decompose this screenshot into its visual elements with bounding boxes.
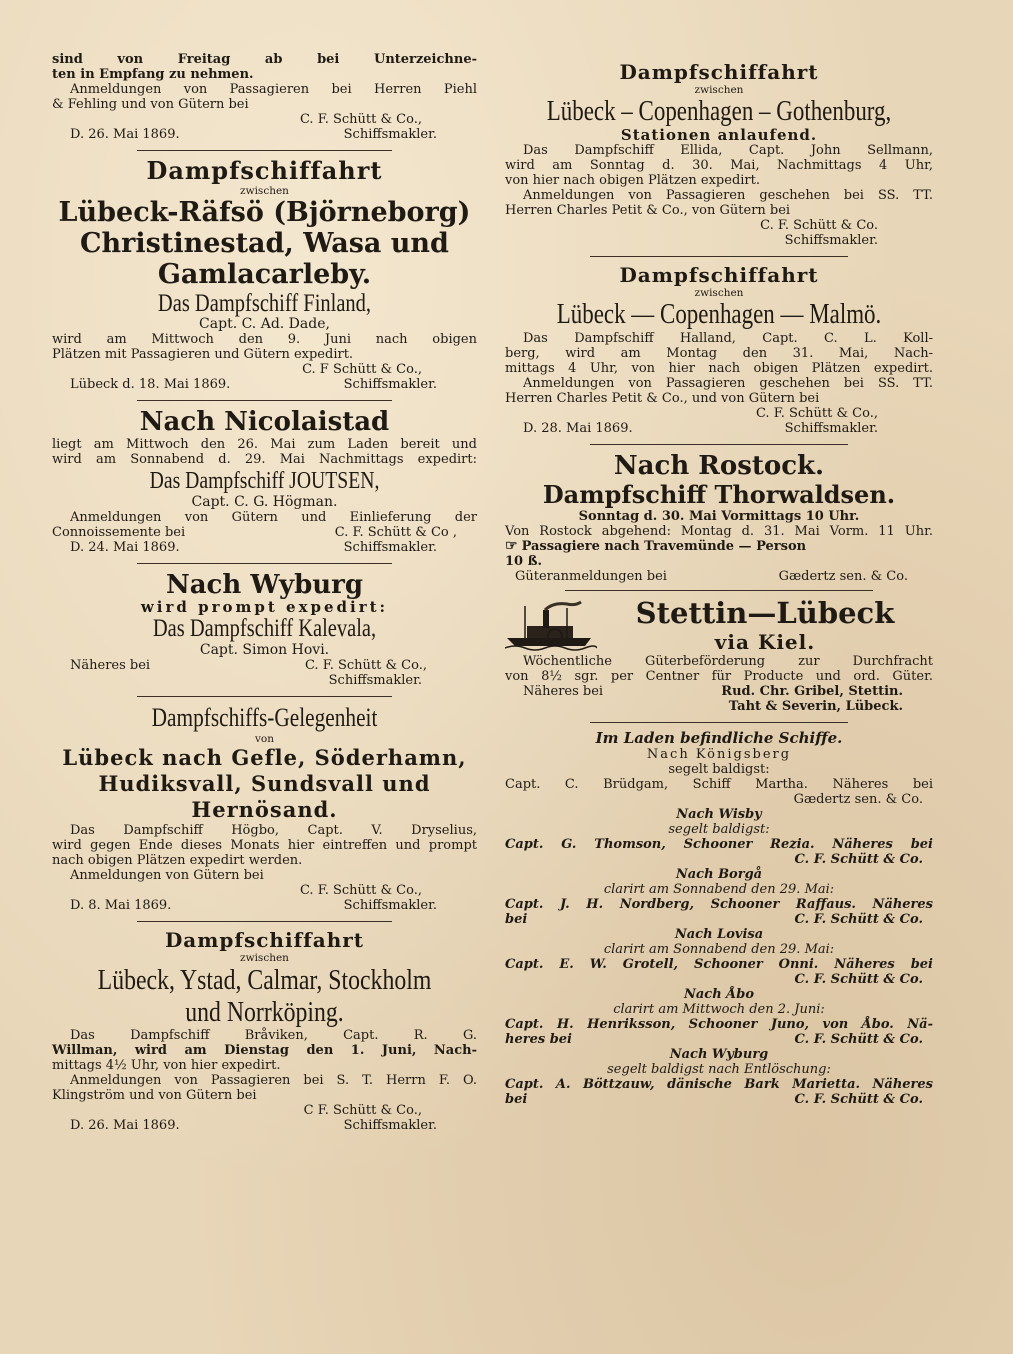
left-column (52, 52, 477, 1133)
steamship-icon (505, 600, 597, 652)
ad-date: D. 24. Mai 1869. (70, 540, 180, 555)
captain: Capt. C. G. Högman. (191, 494, 338, 510)
agent-name: C. F. Schütt & Co., (299, 883, 422, 898)
ad-title: Dampfschiffahrt (164, 928, 365, 952)
agent-name: Gædertz sen. & Co. (793, 792, 923, 807)
ad-date: D. 8. Mai 1869. (70, 898, 172, 913)
ad-text-line: Connoissemente bei (52, 525, 186, 540)
destination: Nach Wyburg (669, 1047, 769, 1062)
ad-text-line: Anmeldungen von Passagieren geschehen bei SS. TT. (523, 188, 933, 203)
ad-title: Dampfschiffahrt (619, 263, 819, 287)
ad-stockholm (52, 928, 477, 1133)
ad-text-line: Capt. G. Thomson, Schooner Rezia. Näheres bei (505, 837, 933, 852)
ad-date: D. 26. Mai 1869. (70, 1118, 180, 1133)
ad-text-line: Anmeldungen von Passagieren bei Herren Piehl (70, 82, 477, 97)
ad-text-line: bei (505, 912, 528, 927)
ad-text-line: wird am Sonntag d. 30. Mai, Nachmittags 4 Uhr, (505, 158, 933, 173)
agent-name: C. F. Schütt & Co. (794, 1032, 923, 1047)
ad-title: Dampfschiffs-Gelegenheit (151, 703, 378, 732)
divider (590, 444, 848, 445)
ad-subtitle: via Kiel. (714, 630, 816, 654)
ad-text-line: Anmeldungen von Gütern bei (70, 868, 264, 883)
agent-role: Schiffsmakler. (343, 377, 437, 392)
ad-text-line: Capt. E. W. Grotell, Schooner Onni. Näheres bei (505, 957, 933, 972)
ad-title: Nach Rostock. (613, 451, 825, 481)
ad-wyburg (52, 570, 477, 688)
route-line: Lübeck, Ystad, Calmar, Stockholm (97, 964, 432, 996)
ad-text-line: Das Dampfschiff Högbo, Capt. V. Dryselius, (70, 823, 477, 838)
ad-malmo (505, 263, 933, 436)
ad-title: Dampfschiffahrt (146, 156, 383, 185)
ad-subtitle: Stationen anlaufend. (620, 126, 818, 144)
agent-name: C. F. Schütt & Co., (299, 112, 422, 127)
ad-text-line: mittags 4½ Uhr, von hier expedirt. (52, 1058, 281, 1073)
ad-text-line: segelt baldigst nach Entlöschung: (607, 1062, 831, 1077)
ad-date: D. 26. Mai 1869. (70, 127, 180, 142)
ad-title: Nach Wyburg (165, 570, 364, 600)
ad-text-line: segelt baldigst: (668, 822, 770, 837)
ad-text-line: bei (505, 1092, 528, 1107)
ship-name: Das Dampfschiff Kalevala, (152, 615, 377, 642)
agent-role: Schiffsmakler. (343, 127, 437, 142)
ad-text-line: Willman, wird am Dienstag den 1. Juni, Nach- (52, 1043, 477, 1058)
ad-text-line: Herren Charles Petit & Co., und von Gütern bei (505, 391, 820, 406)
divider (590, 722, 848, 723)
agent-name: C. F. Schütt & Co. (760, 218, 878, 233)
divider (137, 563, 392, 564)
ad-text-line: von hier nach obigen Plätzen expedirt. (505, 173, 760, 188)
captain: Capt. Simon Hovi. (199, 642, 330, 658)
ad-text-line: von 8½ sgr. per Centner für Producte und ord. Güter. (505, 669, 933, 684)
divider (137, 400, 392, 401)
route-line: Lübeck – Copenhagen – Gothenburg, (546, 96, 892, 127)
ad-text-line: Anmeldungen von Passagieren bei S. T. Herrn F. O. (70, 1073, 477, 1088)
ad-rostock (505, 451, 933, 584)
divider (565, 590, 873, 591)
route-line: Hudiksvall, Sundsvall und (98, 771, 431, 796)
ad-text-line: Capt. C. Brüdgam, Schiff Martha. Näheres bei (505, 777, 933, 792)
route-line: Christinestad, Wasa und (80, 228, 449, 259)
ad-date: D. 28. Mai 1869. (523, 421, 633, 436)
agent-role: Schiffsmakler. (784, 233, 878, 248)
ad-text-line: sind von Freitag ab bei Unterzeichne- (52, 52, 477, 67)
agent-name: Gædertz sen. & Co. (778, 569, 908, 584)
agent-name: C. F. Schütt & Co , (334, 525, 457, 540)
pointing-hand-icon: ☞ (505, 538, 518, 554)
ad-text-line: Anmeldungen von Passagieren geschehen bei SS. TT. (523, 376, 933, 391)
agent-role: Schiffsmakler. (343, 898, 437, 913)
ad-title: Im Laden befindliche Schiffe. (595, 729, 843, 747)
ad-title: Stettin—Lübeck (635, 596, 895, 630)
ad-text-line: Sonntag d. 30. Mai Vormittags 10 Uhr. (578, 509, 860, 524)
ship-name: Dampfschiff Thorwaldsen. (542, 480, 896, 509)
ad-text-line: mittags 4 Uhr, von hier nach obigen Plätzen expedirt. (505, 361, 933, 376)
ad-text-line: clarirt am Mittwoch den 2. Juni: (613, 1002, 825, 1017)
agent-role: Schiffsmakler. (343, 1118, 437, 1133)
agent-role: Schiffsmakler. (343, 540, 437, 555)
ad-text-line: Herren Charles Petit & Co., von Gütern bei (505, 203, 791, 218)
ad-text-line: Passagiere nach Travemünde — Person (521, 539, 807, 554)
ad-text-line: Näheres bei (70, 658, 151, 673)
divider (137, 150, 392, 151)
ad-text-line: berg, wird am Montag den 31. Mai, Nach- (505, 346, 933, 361)
ad-text-line: Das Dampfschiff Bråviken, Capt. R. G. (70, 1028, 477, 1043)
ad-text-line: wird gegen Ende dieses Monats hier eintreffen und prompt (52, 838, 477, 853)
ad-date: Lübeck d. 18. Mai 1869. (70, 377, 231, 392)
ad-text-line: 10 ß. (505, 554, 543, 569)
destination: Nach Lovisa (674, 927, 764, 942)
route-line: und Norrköping. (185, 996, 344, 1028)
ad-title: Nach Nicolaistad (139, 407, 390, 437)
ad-between: zwischen (694, 84, 744, 96)
ad-between: zwischen (240, 952, 289, 964)
destination: Nach Borgå (675, 867, 763, 882)
captain: Capt. C. Ad. Dade, (199, 316, 330, 332)
agent-name: C. F. Schütt & Co., (304, 658, 427, 673)
ad-text-line: Das Dampfschiff Halland, Capt. C. L. Koll- (523, 331, 933, 346)
agent-name: Taht & Severin, Lübeck. (728, 699, 903, 714)
route-line: Gamlacarleby. (157, 259, 372, 290)
ad-ships-loading (505, 729, 933, 1107)
agent-name: C. F. Schütt & Co. (794, 1092, 923, 1107)
ad-text-line: Von Rostock abgehend: Montag d. 31. Mai Vorm. 11 Uhr. (505, 524, 933, 539)
agent-name: Rud. Chr. Gribel, Stettin. (721, 684, 903, 699)
ad-finland (52, 157, 477, 392)
ad-text-line: wird am Mittwoch den 9. Juni nach obigen (52, 332, 477, 347)
agent-role: Schiffsmakler. (328, 673, 422, 688)
ad-gothenburg (505, 60, 933, 248)
agent-name: C. F Schütt & Co., (302, 362, 422, 377)
route-line: Lübeck — Copenhagen — Malmö. (556, 299, 882, 330)
agent-name: C. F. Schütt & Co. (794, 972, 923, 987)
destination: Nach Königsberg (646, 747, 792, 762)
ship-name: Das Dampfschiff JOUTSEN, (149, 468, 380, 494)
destination: Nach Åbo (683, 987, 755, 1002)
ad-gefle (52, 703, 477, 913)
route-line: Hernösand. (191, 797, 338, 822)
ad-text-line: wird am Sonnabend d. 29. Mai Nachmittags expedirt: (52, 452, 477, 467)
ad-text-line: clarirt am Sonnabend den 29. Mai: (603, 942, 835, 957)
ship-name: Das Dampfschiff Finland, (157, 290, 372, 317)
agent-name: C. F. Schütt & Co., (755, 406, 878, 421)
ad-between: zwischen (694, 287, 744, 299)
ad-from: von (254, 733, 275, 745)
ad-text-line: Näheres bei (523, 684, 604, 699)
ad-text-line: clarirt am Sonnabend den 29. Mai: (603, 882, 835, 897)
ad-subtitle: wird prompt expedirt: (140, 598, 389, 616)
ad-text-line: Das Dampfschiff Ellida, Capt. John Sellmann, (523, 143, 933, 158)
ad-text-line: ten in Empfang zu nehmen. (52, 67, 254, 82)
agent-name: C. F. Schütt & Co. (794, 852, 923, 867)
ad-text-line: Anmeldungen von Gütern und Einlieferung der (70, 510, 477, 525)
ad-text-line: heres bei (505, 1032, 572, 1047)
ad-text-line: Capt. A. Böttzauw, dänische Bark Marietta. Näheres (505, 1077, 933, 1092)
ad-text-line: Capt. H. Henriksson, Schooner Juno, von Åbo. Nä- (505, 1017, 933, 1032)
ad-text-line: Capt. J. H. Nordberg, Schooner Raffaus. Näheres (505, 897, 933, 912)
divider (137, 696, 392, 697)
ad-text-line: segelt baldigst: (668, 762, 770, 777)
ad-text-line: Plätzen mit Passagieren und Gütern expedirt. (52, 347, 354, 362)
ad-text-line: Wöchentliche Güterbeförderung zur Durchfracht (523, 654, 933, 669)
agent-role: Schiffsmakler. (784, 421, 878, 436)
ad-text-line: Klingström und von Gütern bei (52, 1088, 257, 1103)
ad-text-line: nach obigen Plätzen expedirt werden. (52, 853, 303, 868)
ad-text-line: & Fehling und von Gütern bei (52, 97, 249, 112)
ad-title: Dampfschiffahrt (619, 60, 819, 84)
ad-between: zwischen (240, 185, 289, 197)
ad-departure-notice (52, 52, 477, 142)
divider (137, 921, 392, 922)
route-line: Lübeck-Räfsö (Björneborg) (58, 197, 471, 228)
ad-text-line: liegt am Mittwoch den 26. Mai zum Laden bereit und (52, 437, 477, 452)
route-line: Lübeck nach Gefle, Söderhamn, (62, 745, 467, 770)
ad-nicolaistad (52, 407, 477, 555)
ad-stettin (505, 597, 933, 714)
agent-name: C F. Schütt & Co., (303, 1103, 422, 1118)
destination: Nach Wisby (676, 807, 762, 822)
agent-name: C. F. Schütt & Co. (794, 912, 923, 927)
divider (590, 256, 848, 257)
ad-text-line: Güteranmeldungen bei (515, 569, 667, 584)
right-column (505, 60, 933, 1107)
